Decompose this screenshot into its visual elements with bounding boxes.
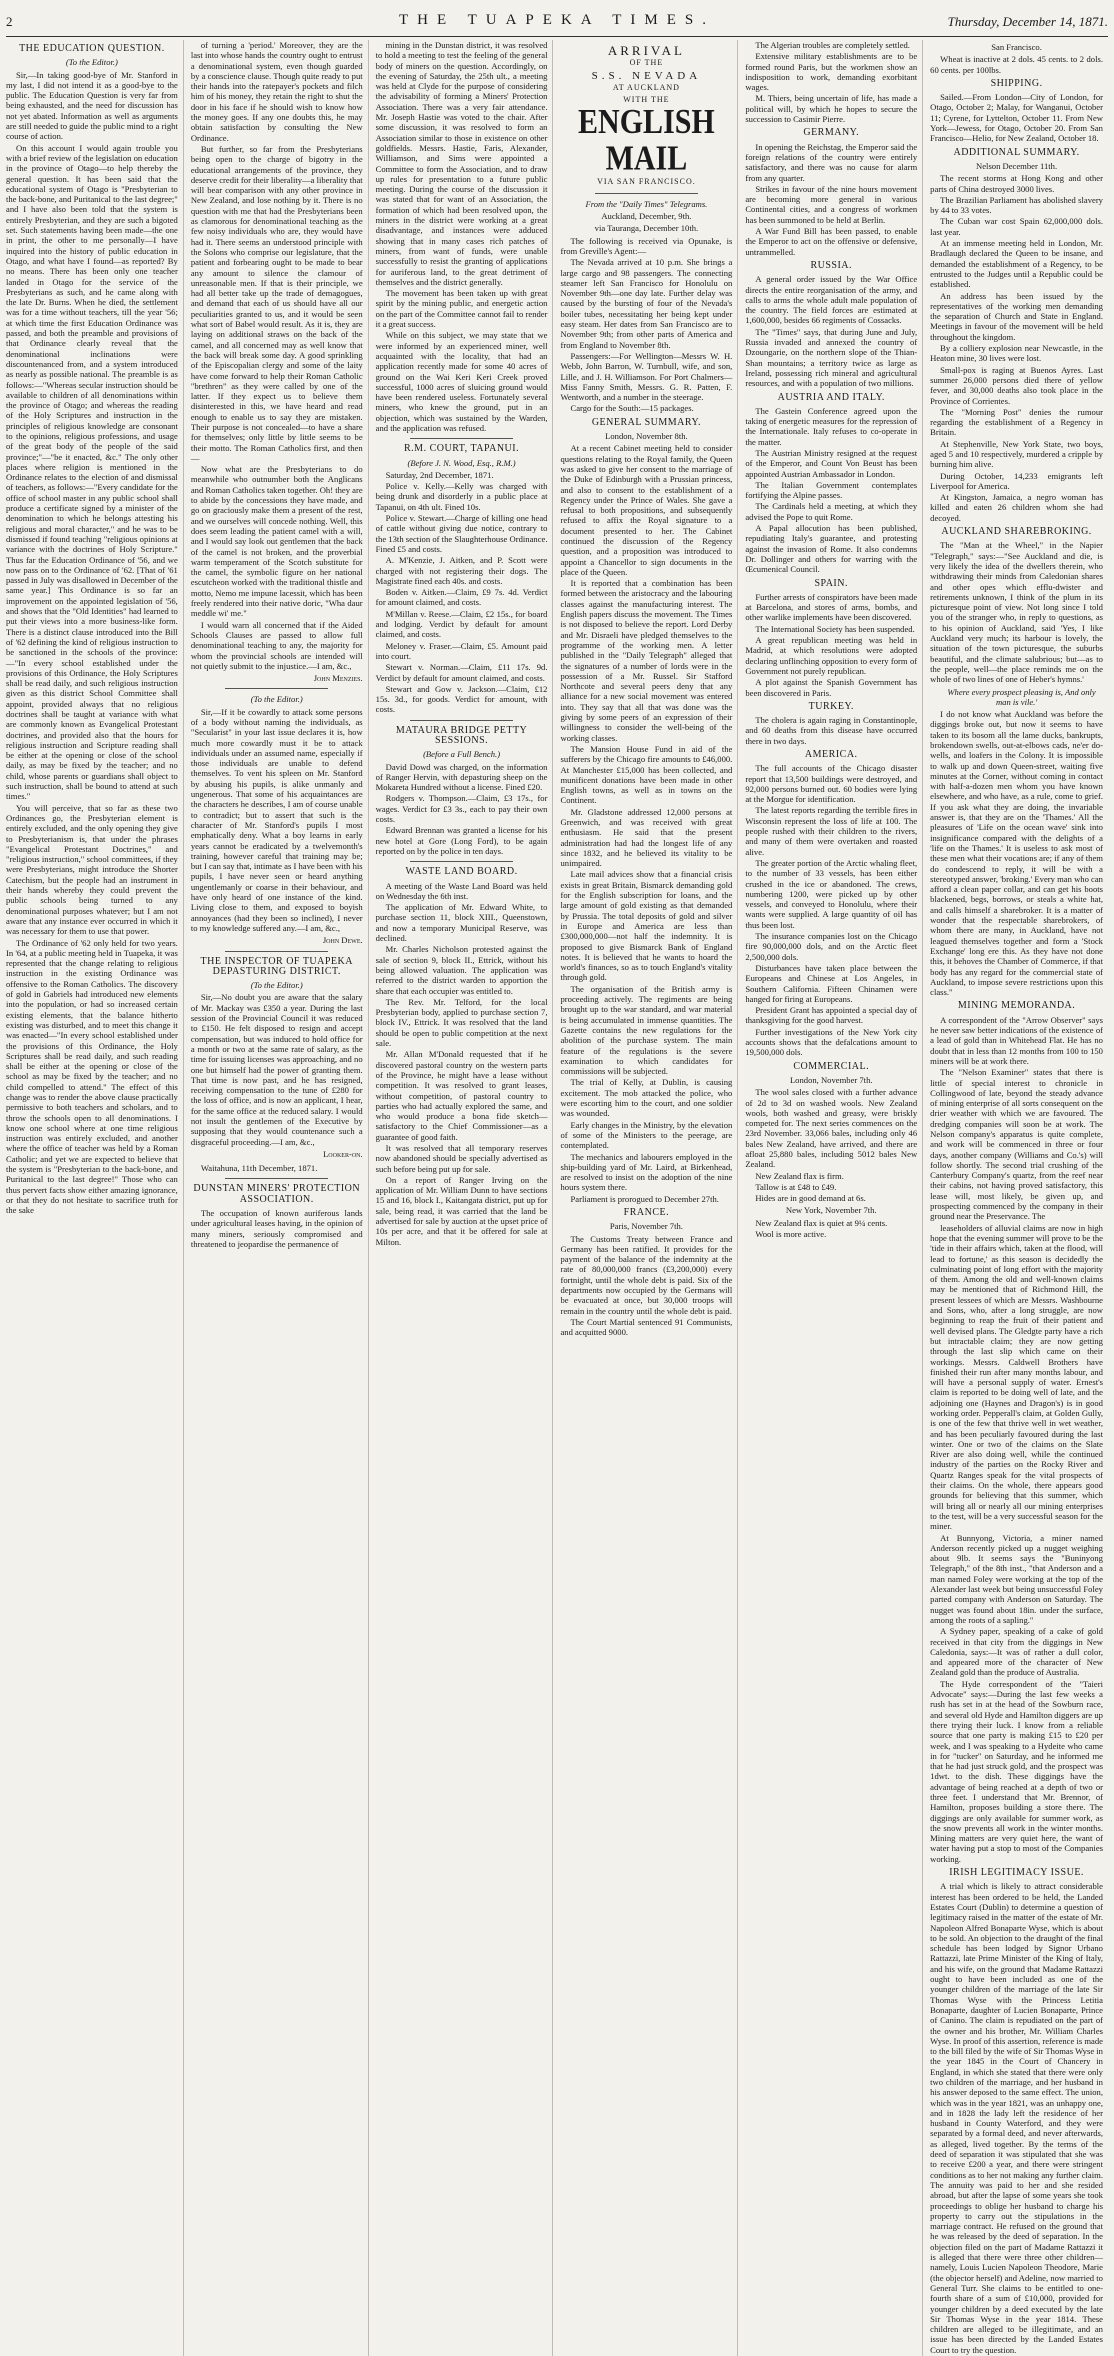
paragraph: The occupation of known auriferous lands under agricultural leases having, in the opinion of many miners, seriously compromised and threatened to jeopardise the permanence of: [190, 1208, 363, 1249]
divider: [225, 688, 328, 689]
paragraph: Stewart and Gow v. Jackson.—Claim, £12 15s. 3d., for goods. Verdict for amount, with costs.: [375, 683, 548, 715]
paragraph: The Mansion House Fund in aid of the sufferers by the Chicago fire amounts to £46,000. At Manchester £15,000 has been collected, and munificent donations have been made in other English towns, as well as in towns on the Continent.: [560, 743, 733, 806]
paragraph: The Hyde correspondent of the "Taieri Advocate" says:—During the last few weeks a rush has set in at the head of the Sowburn race, and several old Hyde and Hamilton diggers are up there trying their luck. I know from a reliable source that one party is making £15 to £20 per week, and I was speaking to a Hydeite who came in for "tucker" on Saturday, and he informed me that he had just struck gold, and the prospect was 1dwt. to the dish. These diggings have the advantage of being reached at a depth of two or three feet. I understand that Mr. Brennor, of Hamilton, proposes building a store there. The diggings are only available for summer work, as the snow prevents all work in the winter months. Mining matters are very quiet here, the want of water having put a stop to most of the Companies working.: [930, 1678, 1103, 1864]
paragraph: The wool sales closed with a further advance of 2d to 3d on washed wools. New Zealand wools, both washed and greasy, were briskly competed for. The next series commences on the 23rd November. 33,066 bales, including only 46 bales New Zealand, have arrived, and there are afloat 25,880 bales, including 5012 bales New Zealand.: [745, 1087, 918, 1170]
signature: John Dewe.: [322, 935, 363, 946]
article-heading: MINING MEMORANDA.: [957, 1000, 1076, 1012]
paragraph: mining in the Dunstan district, it was resolved to hold a meeting to test the feeling of the general body of miners on the question. Accordingly, on the evening of Saturday, the 25th ult., a meeting was held at Clyde for the purpose of considering the advisability of forming a Miners' Protection Association. There was a very fair attendance. Mr. Joseph Hastie was voted to the chair. After some discussion, it was resolved to form an Association similar to those in existence on other goldfields. Messrs. Hastie, Faris, Alexander, Williamson, and Sims were appointed a Committee to form the Association, and to draw up rules for presentation to a future public meeting. During the course of the discussion it was stated that for want of an Association, the formation of which had been resolved upon, the miners in the district were working at a great disadvantage, and instances were adduced showing that in many cases rich patches of miners, from want of funds, were unable successfully to resist the granting of applications for auriferous land, to the great detriment of themselves and the district generally.: [375, 40, 548, 287]
paragraph: The Cuban war cost Spain 62,000,000 dols. last year.: [930, 216, 1103, 237]
paragraph: A correspondent of the "Arrow Observer" says he never saw better indications of the existence of a lead of gold than in Whitehead Flat. He has no doubt that in less than 12 months from 100 to 150 miners will be at work there.: [930, 1014, 1103, 1066]
paragraph: While on this subject, we may state that we were informed by an experienced miner, well acquainted with the locality, that had an application recently made for some 40 acres of ground on the Wai Keri Keri Creek proved successful, 1000 acres of sluicing ground would have been rendered useless. Fortunately several miners, who knew the ground, put in an objection, which was sustained by the Warden, and the application was refused.: [375, 330, 548, 433]
paragraph: The full accounts of the Chicago disaster report that 13,500 buildings were destroyed, and 92,000 persons burned out. 60 bodies were lying at the Morgue for identification.: [745, 763, 918, 805]
article-heading: SPAIN.: [814, 577, 848, 589]
arrival-location: AT AUCKLAND: [612, 82, 680, 92]
paragraph: Tallow is at £48 to £49.: [755, 1181, 837, 1192]
source-line: From the "Daily Times" Telegrams.: [585, 198, 708, 209]
paragraph: On this account I would again trouble you with a brief review of the legislation on education in the province of Otago—to help thereby the general question. It has been said that the educational system of Otago is "Presbyterian to the back-bone, and Puritanical to the last degree;" and I have also been told that the system is entirely Presbyterian, and they are such a bigoted set. Such statements having been made—the one in print, the other to me personally—I have inquired into the history of public education in Otago, and what have I found—as reported? By no means. There has been only one teacher landed in Otago for the service of the Presbyterians as such, and he came along with the late Dr. Burns. When he died, the settlement was for a time without teachers, till the year '56; at which time the first Education Ordinance was passed, and both the preamble and provisions of that Ordinance clearly reveal that the denominational inclinations were discountenanced from, and a system introduced as nearly as possible national. The preamble is as follows:—"Whereas secular instruction should be available to children of all denominations within the province of Otago; and whereas the reading of the Holy Scriptures and instruction in the principles of religious knowledge are consonant to the opinions, religious professions, and usage of the great body of the people of the said province;"—"be it enacted, &c." The only other places where religion is mentioned in the Ordinance relates to the election of and dismissal of teachers, as follows:—"Every candidate for the office of school master in any public school shall produce a certificate signed by a minister of the denomination to which he belongs attesting his religious and moral character," and he was to be dismissed if found teaching "religious opinions at variance with the doctrines of Holy Scripture." Thus far the Education Ordinance of '56, and we now pass on to the Ordinance of '62. [That of '61 passed in July was disallowed in December of the same year.] This Ordinance is so far an improvement on the appointed legislation of '56, and shows that the "Old Identities" had learned to put their views into a more business-like form. There is a distinct clause introduced into the Bill of '62 defining the kind of religious instruction to be sanctioned in the schools of the province:—"In every school established under the provisions of this Ordinance, the Holy Scriptures shall be read daily, and such religious instruction given as this district School Committee shall appoint, provided always that no religious doctrines shall be taught at variance with what are commonly known as Evangelical Protestant doctrines, and provided also that the hours for religious instruction and Scripture reading shall be either at the opening or close of the school daily, as may be fixed by the teacher; and no child, whose parents or guardians shall object to such instruction, shall be bound to attend at such times.": [6, 142, 178, 802]
article-heading: COMMERCIAL.: [793, 1060, 870, 1072]
paragraph: Mr. Charles Nicholson protested against the sale of section 9, block II., Ettrick, without his being allowed valuation. The application was referred to the district warden to apportion the share that each occupier was entitled to.: [375, 944, 548, 996]
dateline: Auckland, December, 9th.: [601, 211, 692, 222]
issue-date: Thursday, December 14, 1871.: [947, 14, 1108, 29]
article-heading: FRANCE.: [623, 1206, 670, 1218]
paragraph: Now what are the Presbyterians to do meanwhile who outnumber both the Anglicans and Roman Catholics taken together. Oh! they are to abide by the concessions they have made, and go on graciously make them a present of the rest, and we ourselves will concede nothing. Well, this does seem leading the patient camel with a will, and I would say look out gentlemen that the back of the camel is not broken, and the proverbial warm temperament of the Scotch substitute for the camel, the symbolic figure on her national escutcheon worked with the traditional thistle and motto, Nemo me impune lacessit, which has been freely rendered into their native doric, "Wha daur meddle wi' me.": [190, 464, 363, 619]
paragraph: Sailed.—From London—City of London, for Otago, October 2; Malay, for Wanganui, October 11; Cyrene, for Lyttelton, October 11. From New York—Jewess, for Otago, October 20. From San Francisco—Helio, for New Zealand, October 18.: [930, 92, 1103, 144]
paragraph: Sir,—If it be cowardly to attack some persons of a body without naming the individuals, as "Secularist" in your last issue declares it is, how much more cowardly must it be to attack individuals under an assumed name, especially if those individuals are unable to defend themselves. To vent his spleen on Mr. Stanford by abusing his pupils, is alike unmanly and ungenerous. That some of his acquaintances are the characters he describes, I am of course unable to contradict; but to assert that such is the character of Mr. Stanford's pupils I most emphatically deny. What a boy learns in early years cannot be eradicated by a twelvemonth's training, however careful that training may be; but I can say that, intimate as I have been with his pupils, I have never seen or heard anything ungentlemanly or coarse in their behaviour, and have only heard of one instance of the kind. Living close to them, and exposed to boyish annoyances (had they been so inclined), I never to my knowledge suffered any.—I am, &c.,: [190, 706, 363, 933]
paragraph: The application of Mr. Edward White, to purchase section 11, block XIII., Queenstown, and now a temporary Municipal Reserve, was declined.: [375, 902, 548, 944]
paragraph: Stewart v. Norman.—Claim, £11 17s. 9d. Verdict by default for amount claimed, and costs.: [375, 662, 548, 683]
paragraph: I would warn all concerned that if the Aided Schools Clauses are passed to allow full denominational teaching to any, the majority for whom the provincial schools are intended will not quietly submit to the injustice.—I am, &c.,: [190, 619, 363, 671]
paragraph: On a report of Ranger Irving on the application of Mr. William Dunn to have sections 15 and 16, block I., Kaitangata district, put up for sale, being read, it was carried that the land be advertised for sale by auction at the upset price of 10s per acre, and that it be offered for sale at Milton.: [375, 1174, 548, 1247]
article-subheading: (Before J. N. Wood, Esq., R.M.): [407, 457, 516, 468]
article-heading: RUSSIA.: [810, 259, 853, 271]
divider: [225, 951, 328, 952]
paragraph: At a recent Cabinet meeting held to consider questions relating to the Royal family, the Queen was asked to give her consent to the marriage of the Duke of Edinburgh with a Prussian princess, and also to consent to the establishment of a Regency under the Prince of Wales. She gave a refusal to both propositions, and subsequently refused to affix the Royal signature to a document presented to her. The Cabinet continued the discussion of the Regency question, and a proposition was introduced to appoint a Chancellor to sign documents in the place of the Queen.: [560, 443, 733, 577]
paragraph: Edward Brennan was granted a license for his new hotel at Gore (Long Ford), to be again reported on by the police in ten days.: [375, 825, 548, 856]
dateline: San Francisco.: [991, 42, 1042, 52]
newspaper-title: THE TUAPEKA TIMES.: [398, 12, 716, 28]
article-subheading: (To the Editor.): [65, 57, 118, 68]
paragraph: Wool is more active.: [755, 1229, 827, 1240]
paragraph: A great republican meeting was held in Madrid, at which resolutions were adopted declaring unflinching opposition to every form of Government not purely republican.: [745, 635, 918, 676]
arrival-with: WITH THE: [623, 95, 670, 105]
paragraph: A general order issued by the War Office directs the entire reorganisation of the army, and calls to arms the whole adult male population of the country. The field forces are estimated at 1,600,000, besides 66 regiments of Cossacks.: [745, 274, 918, 326]
article-heading: GENERAL SUMMARY.: [591, 416, 701, 428]
paragraph: Police v. Kelly.—Kelly was charged with being drunk and disorderly in a public place at Tapanui, on 4th ult. Fined 10s.: [375, 481, 548, 512]
paragraph: New Zealand flax is quiet at 9¼ cents.: [755, 1217, 888, 1228]
paragraph: The trial of Kelly, at Dublin, is causing excitement. The mob attacked the police, who were escorting him to the court, and one soldier was wounded.: [560, 1077, 733, 1119]
paragraph: The recent storms at Hong Kong and other parts of China destroyed 3000 lives.: [930, 173, 1103, 194]
paragraph: The organisation of the British army is proceeding actively. The regiments are being brought up to the war standard, and war material is being accumulated in immense quantities. The Gazette contains the new regulations for the abolition of the purchase system. The main feature of the regulations is the severe examination to which candidates for commissions will be subjected.: [560, 983, 733, 1077]
paragraph: It is reported that a combination has been formed between the aristocracy and the labouring classes against the manufacturing interest. The English papers discuss the movement. The Times is not disposed to believe the report. Lord Derby and Mr. Disraeli have pledged themselves to the programme of the working men. A letter published in the "Daily Telegraph" alleged that the signatures of a number of lords were in the possession of a Mr. Russel. Sir Stafford Northcote and several peers deny that any alliance for a new social movement was entered into. They say that all that was done was the giving by some peers of an expression of their willingness to consider the well-being of the working classes.: [560, 578, 733, 743]
column-2: [191, 40, 369, 2356]
article-heading: IRISH LEGITIMACY ISSUE.: [949, 1867, 1084, 1879]
via-line: VIA SAN FRANCISCO.: [597, 177, 696, 187]
paragraph: Hides are in good demand at 6s.: [755, 1193, 866, 1204]
article-heading: AMERICA.: [804, 749, 858, 760]
paragraph: The Brazilian Parliament has abolished slavery by 44 to 33 votes.: [930, 194, 1103, 216]
paragraph: In opening the Reichstag, the Emperor said the foreign relations of the country were entirely satisfactory, and there was no cause for alarm from any quarter.: [745, 141, 918, 183]
paragraph: The mechanics and labourers employed in the ship-building yard of Mr. Laird, at Birkenhead, are resolved to insist on the adoption of the nine hours system there.: [560, 1151, 733, 1193]
paragraph: A Papal allocution has been published, repudiating Italy's guarantee, and protesting against the invasion of Rome. It also condemns Dr. Dollinger and others for warring with the Œcumenical Council.: [745, 523, 918, 575]
arrival-of-the: OF THE: [629, 58, 664, 68]
article-heading: TURKEY.: [808, 700, 854, 712]
paragraph: An address has been issued by the representatives of the working men demanding the separation of Church and State in England. Meetings in favour of the movement will be held throughout the kingdom.: [930, 290, 1103, 342]
paragraph: The Cardinals held a meeting, at which they advised the Pope to quit Rome.: [745, 501, 918, 522]
paragraph: Early changes in the Ministry, by the elevation of some of the Ministers to the peerage, are contemplated.: [560, 1119, 733, 1151]
paragraph: Rodgers v. Thompson.—Claim, £3 17s., for wages. Verdict for £3 3s., each to pay their own costs.: [375, 793, 548, 825]
column-6: [930, 40, 1108, 2356]
paragraph: During October, 14,233 emigrants left Liverpool for America.: [930, 470, 1103, 491]
paragraph: At an immense meeting held in London, Mr. Bradlaugh declared the Queen to be insane, and demanded the establishment of a Regency, to be entrusted to the Judges until a Republic could be established.: [930, 238, 1103, 290]
paragraph: Disturbances have taken place between the Europeans and Chinese at Los Angeles, in Southern California. Fifteen Chinamen were hanged for firing at Europeans.: [745, 962, 918, 1004]
verse: Where every prospect pleasing is, And only man is vile.': [947, 686, 1096, 707]
paragraph: Late mail advices show that a financial crisis exists in great Britain, Bismarck demanding gold for the English subscription for loans, and the large amount of gold existing as that demanded by Prussia. The total deposits of gold and silver in Europe and America are less than £300,000,000—not half the indemnity. It is proposed to give Bismarck Bank of England notes. It is believed that he wants to hoard the world's finances, so as to touch England's vitality through gold.: [560, 869, 733, 983]
paragraph: The "Morning Post" denies the rumour regarding the establishment of a Regency in Britain.: [930, 406, 1103, 438]
signature: John Menzies.: [313, 673, 363, 684]
article-heading: THE INSPECTOR OF TUAPEKA DEPASTURING DISTRICT.: [200, 955, 353, 977]
paragraph: The Italian Government contemplates fortifying the Alpine passes.: [745, 479, 918, 501]
paragraph: The "Times" says, that during June and July, Russia invaded and annexed the country of Dzoungarie, on the northern slope of the Thian-Shan mountains; a territory twice as large as Ireland, possessing rich mineral and agricultural resources, and with a population of two millions.: [745, 326, 918, 389]
paragraph: New Zealand flax is firm.: [755, 1170, 844, 1181]
article-heading: R.M. COURT, TAPANUI.: [404, 443, 520, 455]
columns: [6, 40, 1108, 2355]
paragraph: The Algerian troubles are completely settled.: [755, 40, 910, 50]
paragraph: A War Fund Bill has been passed, to enable the Emperor to act on the offensive or defensive, untrammelled.: [745, 226, 918, 257]
dateline: London, November 8th.: [605, 431, 688, 442]
dateline: Nelson December 11th.: [976, 160, 1058, 171]
divider: [410, 720, 513, 721]
divider: [225, 1178, 328, 1179]
divider: [410, 861, 513, 862]
paragraph: Police v. Stewart.—Charge of killing one head of cattle without giving due notice, contrary to the 13th section of the Slaughterhouse Ordinance. Fined £5 and costs.: [375, 513, 548, 554]
paragraph: But further, so far from the Presbyterians being open to the charge of bigotry in the educational arrangements of the province, they deserve credit for their liberality—a liberality that will bear comparison with any other province in New Zealand, and lose nothing by it. There is no question with me that had the Presbyterians been as clamorous for denominational teaching as the few noisy individuals who are, they would have had it. There seems an understood principle with the Solons who comprise our legislature, that the patient and forbearing ought to be made to bear any amount to silence the clamour of unreasonable men. If that is their principle, we had all better take up the trade of demagogues, and demand that each of us should have all our peculiarities granted to us, and it would be seen what sort of Babel would result. As it is, they are laying on additional straws on the back of the camel, and all concerned may as well know that the back will break some day. A good sprinkling of the Episcopalian clergy and some of the laity have come forward to help their Roman Catholic "brethren" as they were called by one of the latter. If they expect us to believe them disinterested in this, we have heard and read enough to enable us to say they are mistaken. Their purpose is not concealed—to have a share for themselves; only little by little seems to be their motto. The Roman Catholics first, and then—: [190, 143, 363, 463]
article-heading: AUCKLAND SHAREBROKING.: [941, 526, 1092, 538]
paragraph: By a colliery explosion near Newcastle, in the Heaton mine, 30 lives were lost.: [930, 343, 1103, 364]
column-1: [6, 40, 184, 2356]
paragraph: The greater portion of the Arctic whaling fleet, to the number of 33 vessels, has been either crushed in the ice or abandoned. The crews, numbering 1200, were picked up by other vessels, and conveyed to Honolulu, where their wants were supplied. A large quantity of oil has thus been lost.: [745, 857, 918, 930]
paragraph: Sir,—No doubt you are aware that the salary of Mr. Mackay was £350 a year. During the last session of the Provincial Council it was reduced to £150. He felt disposed to resign and accept compensation, but was induced to hold office for a month or two at the same rate of salary, as the time for issuing licenses was approaching, and no one but himself had the power of granting them. That time is now past, and he has resigned, receiving compensation to the tune of £280 for the loss of office, and is now an applicant, I hear, for the same office at the reduced salary. I would not insult the gentlemen of the Executive by supposing that they would countenance such a disgraceful proceeding.—I am, &c.,: [190, 992, 363, 1147]
paragraph: The latest reports regarding the terrible fires in Wisconsin represent the loss of life at 100. The people rushed with their children to the rivers, and many of them were overtaken and roasted alive.: [745, 805, 918, 857]
article-heading: ADDITIONAL SUMMARY.: [953, 146, 1080, 158]
paragraph: The International Society has been suspended.: [755, 623, 915, 634]
dateline: Paris, November 7th.: [609, 1221, 683, 1232]
paragraph: Parliament is prorogued to December 27th.: [570, 1193, 719, 1204]
paragraph: At Kingston, Jamaica, a negro woman has killed and eaten 26 children whom she had decoyed.: [930, 492, 1103, 523]
paragraph: The Ordinance of '62 only held for two years. In '64, at a public meeting held in Tuapeka, it was represented that the change relating to religious instruction in the existing Ordinance was offensive to the Roman Catholics. The discovery of gold in Gabriels had introduced new elements into the population, or had so increased certain existing elements, that the balance hitherto existing was disturbed, and to meet this change it was enacted—"In every school established under the provisions of this Ordinance, the Holy Scriptures shall be read daily, and such reading shall be either at the opening or close of the school as may be fixed by the teacher; and no child compelled to attend." The effect of this change was to render the above clause practically permissive to both teachers and scholars, and to throw the schools open to all denominations. I know one school where at one time religious instruction was entirely excluded, and another where the office of teacher was held by a Roman Catholic; and yet we are expected to believe that the system is "Presbyterian to the back-bone, and Puritanical to the last degree!" Those who can thus pervert facts show either amazing ignorance, or that they do not hesitate to sacrifice truth for the sake: [6, 937, 178, 1216]
paragraph: of turning a 'period.' Moreover, they are the last into whose hands the country ought to entrust a denominational system, even though guarded by a conscience clause. Though quite ready to put their hands into the ratepayer's pockets and filch him of his money, they retain the right to shut the door in his face if he should wish to know how the money goes. If any one doubts this, he may obtain satisfaction by consulting the New Ordinance.: [190, 40, 363, 143]
dateline: London, November 7th.: [789, 1074, 873, 1085]
column-4: [560, 40, 738, 2356]
paragraph: You will perceive, that so far as these two Ordinances go, the Presbyterian element is entirely excluded, and the only opening they give to Presbyterianism is, that under the phrases "Evangelical Protestant Doctrines," and "religious instruction," school committees, if they were Presbyterians, might introduce the Shorter Catechism, but the people had an instrument in their hands whereby they could prevent the public schools being turned to any denominational purposes whatever; but I am not aware that any instance ever occurred in which it was necessary for them to use that power.: [6, 802, 178, 937]
paragraph: At Bunnyong, Victoria, a miner named Anderson recently picked up a nugget weighing about 9lb. It seems says the "Buninyong Telegraph," of the 8th inst., "that Anderson and a man named Foley were working at the top of the Alexander last week but being unsuccessful Foley parted company with Anderson on Saturday. The nugget was found about 18in. under the surface, among the roots of a sapling.": [930, 1532, 1103, 1625]
paragraph: Saturday, 2nd December, 1871.: [385, 469, 494, 480]
paragraph: A meeting of the Waste Land Board was held on Wednesday the 6th inst.: [375, 880, 548, 901]
paragraph: Small-pox is raging at Buenos Ayres. Last summer 26,000 persons died there of yellow fever, and 30,000 deaths also took place in the Province of Corrientes.: [930, 364, 1103, 406]
paragraph: The "Man at the Wheel," in the Napier "Telegraph," says:—"See Auckland and die, is very likely the idea of the dwellers therein, who withdrawing their minds from Caledonian shares and other opes which efflu-dwister and retirements unknown, I think of the plum in its picturesque point of view. Not long since I told you of the stranger who, in reply to questions, as to his opinion of Auckland, said 'Yes, I like Auckland very much; its harbour is lovely, the situation of the town picturesque, the suburbs beautiful, and the climate salubrious; but—as to the people, well—the place reminds me on the whole of two lines of one of Heber's hymns.': [930, 540, 1103, 685]
paragraph: The Rev. Mr. Telford, for the local Presbyterian body, applied to purchase section 7, block IV., Ettrick. It was resolved that the land should be open to public competition at the next sale.: [375, 996, 548, 1049]
paragraph: M. Thiers, being uncertain of life, has made a political will, by which he hopes to secure the succession to Casimir Pierre.: [745, 93, 918, 125]
paragraph: Meloney v. Fraser.—Claim, £5. Amount paid into court.: [375, 640, 548, 661]
paragraph: The cholera is again raging in Constantinople, and 60 deaths from this disease have occurred there in two days.: [745, 715, 918, 746]
dateline: via Tauranga, December 10th.: [594, 223, 699, 234]
paragraph: The Nevada arrived at 10 p.m. She brings a large cargo and 98 passengers. The connecting steamer left San Francisco for Honolulu on November 9th—one day late. Further delay was caused by the bursting of four of the Nevada's boiler tubes, necessitating her being kept under easy steam. Her dates from San Francisco are to November 9th; from other parts of America and from England to November 8th.: [560, 257, 733, 350]
paragraph: Boden v. Aitken.—Claim, £9 7s. 4d. Verdict for amount claimed, and costs.: [375, 587, 548, 608]
paragraph: leaseholders of alluvial claims are now in high hope that the evening summer will prove to be the 'tide in their affairs which, taken at the flood, will lead to fortune,' as this season is decidedly the culminating point of long effort with the majority of them. Among the old and well-known claims may be mentioned that of Richmond Hill, the present lessees of which are Messrs. Washbourne and Sons, who, after a long struggle, are now beginning to reap the fruit of their patient and well devised plans. The Gledgte party have a rich but intractable claim; they are now getting through the last slip which came on their workings. Messrs. Caldwell Brothers have finished their run after many months labour, and will have a personal supply of water. Ernest's claim is reported to be doing well of late, and the adjoining one (Haynes and Dragon's) is in good working order. Pepperall's claim, at Golden Gully, is one of the few that thrive well in wet weather, and has been peculiarly favoured during the last winter. One or two of the claims on the Slate River are also doing well, while the continued industry of the parties on the Rocky River and Quartz Ranges speak for the vital prospects of their claims. On the whole, there appears good grounds for believing that this summer, which will bring all or nearly all our mining enterprises to the test, will be a very successful season for the miner.: [930, 1222, 1103, 1532]
paragraph: Strikes in favour of the nine hours movement are becoming more general in various Continental cities, and a congress of workmen has been summoned to be held at Berlin.: [745, 183, 918, 225]
article-heading: SHIPPING.: [990, 77, 1043, 89]
paragraph: It was resolved that all temporary reserves now abandoned should be specially advertised as such before being put up for sale.: [375, 1142, 548, 1174]
paragraph: President Grant has appointed a special day of thanksgiving for the good harvest.: [745, 1005, 918, 1026]
english-mail-heading: ENGLISH MAIL: [578, 103, 715, 179]
paragraph: Further arrests of conspirators have been made at Barcelona, and stores of arms, bombs, and other warlike implements have been discovered.: [745, 591, 918, 623]
column-3: [376, 40, 554, 2356]
paragraph: Sir,—In taking good-bye of Mr. Stanford in my last, I did not intend it as a good-bye to the public. The Education Question is very far from being exhausted, and the need for discussion has not yet abated. Information as well as arguments are still needed to guide the public mind to a right course of action.: [6, 69, 178, 142]
arrival-heading: ARRIVAL: [607, 43, 685, 58]
article-heading: AUSTRIA AND ITALY.: [777, 391, 885, 403]
article-heading: DUNSTAN MINERS' PROTECTION ASSOCIATION.: [193, 1183, 361, 1205]
paragraph: Extensive military establishments are to be formed round Paris, but the workmen show an indisposition to work, demanding exorbitant wages.: [745, 51, 918, 93]
paragraph: The Customs Treaty between France and Germany has been ratified. It provides for the payment of the balance of the indemnity at the rate of 80,000,000 francs (£3,200,000) every fortnight, until the whole debt is paid. Six of the departments now occupied by the Germans will be evacuated at once, but 30,000 troops will remain in the country until the whole debt is paid.: [560, 1233, 733, 1316]
masthead: [6, 6, 1108, 37]
paragraph: M'Millan v. Reese.—Claim, £2 15s., for board and lodging. Verdict by default for amount claimed, and costs.: [375, 608, 548, 640]
paragraph: Cargo for the South:—15 packages.: [570, 403, 694, 414]
article-heading: GERMANY.: [803, 127, 860, 139]
page-number: 2: [6, 14, 13, 29]
divider: [595, 193, 698, 194]
column-5: [745, 40, 923, 2356]
divider: [410, 438, 513, 439]
paragraph: Mr. Gladstone addressed 12,000 persons at Greenwich, and was received with great enthusiasm. He said that the present administration had had the longest life of any since 1832, and he believed its vitality to be unimpaired.: [560, 806, 733, 869]
paragraph: The Gastein Conference agreed upon the taking of energetic measures for the repression of the Internationale. Italy refuses to co-operate in the matter.: [745, 405, 918, 447]
paragraph: Wheat is inactive at 2 dols. 45 cents. to 2 dols. 60 cents. per 100lbs.: [930, 54, 1103, 75]
article-heading: MATAURA BRIDGE PETTY SESSIONS.: [395, 724, 528, 746]
paragraph: The following is received via Opunake, is from Greville's Agent:—: [560, 235, 733, 256]
paragraph: A. M'Kenzie, J. Aitken, and P. Scott were charged with not registering their dogs. The Magistrate fined each 40s. and costs.: [375, 555, 548, 586]
article-heading: WASTE LAND BOARD.: [405, 866, 518, 878]
paragraph: I do not know what Auckland was before the diggings broke out, but now it seems to have taken to its bosom all the lame ducks, bankrupts, brokendown swells, out-at-elbows cads, ne'er do-wells, and loafers in the Colony. It is impossible to walk up and down Queen-street, waiting five minutes at the Corner, without coming in contact with half-a-dozen men whom you have known elsewhere, and who have, as a rule, come to grief. If you ask what they are doing, the invariable answer is, that they are on the 'Thames.' All the pleasures of 'Life on the ocean wave' sink into insignificance compared with the delights of a 'life on the Thames.' It is useless to ask most of these men what their vocations are; if any of them do condescend to reply, it will be with a stereotyped answer, 'broking.' Every man who can afford a clean paper collar, and can get his boots blackened, begs, borrows, or steals a white hat, and calls himself a sharebroker. It is a matter of wonder that the respectable sharebrokers, of whom there are many, in Auckland, have not leagued themselves together and form a 'Stock Exchange' long ere this. As they have not done this, it behoves the Chamber of Commerce, if that body has any regard for the commercial state of Auckland, to impose severe restrictions upon this class.": [930, 709, 1103, 998]
place-date: Waitahuna, 11th December, 1871.: [200, 1163, 318, 1174]
article-heading: THE EDUCATION QUESTION.: [19, 43, 165, 54]
paragraph: A Sydney paper, speaking of a cake of gold received in that city from the diggings in New Caledonia, says:—It was of rather a dull color, and appeared more of the character of New Zealand gold than the produce of Australia.: [930, 1626, 1103, 1678]
paragraph: Passengers:—For Wellington—Messrs W. H. Webb, John Barron, W. Turnbull, wife, and son, Lille, and J. H. Williamson. For Port Chalmers—Miss Fanny Smith, Messrs. G. R. Patten, F. Wentworth, and a number in the steerage.: [560, 350, 733, 403]
paragraph: Mr. Allan M'Donald requested that if he discovered pastoral country on the western parts of the Province, he might have a lease without competition. It was resolved to grant leases, without competition, of pastoral country to parties who had actually explored the same, and who would produce a bona fide sketch—satisfactory to the Chief Commissioner—as a guarantee of good faith.: [375, 1049, 548, 1142]
paragraph: The Court Martial sentenced 91 Communists, and acquitted 9000.: [560, 1316, 733, 1338]
paragraph: The "Nelson Examiner" states that there is little of special interest to chronicle in Collingwood of late, beyond the steady advance of mining enterprise of all sorts consequent on the drier weather with which we are favoured. The dredging companies will soon be at work. The Nelson company's apparatus is quite complete, and work will be commenced in three or four days, another company (Williams and Co.'s) will follow shortly. The second trial crushing of the Canterbury Company's quartz, from the reef near their cabins, not having proved satisfactory, this lease will, most likely, be given up, and prospecting commenced by the company in their ground near the Preservance. The: [930, 1067, 1103, 1222]
paragraph: David Dowd was charged, on the information of Ranger Hervin, with depasturing sheep on the Mokareta Hundred without a license. Fined £20.: [375, 761, 548, 793]
paragraph: The Austrian Ministry resigned at the request of the Emperor, and Count Von Beust has been appointed Austrian Ambassador in London.: [745, 447, 918, 479]
article-subheading: (To the Editor.): [250, 694, 303, 705]
article-subheading: (To the Editor.): [250, 980, 303, 991]
paragraph: The movement has been taken up with great spirit by the mining public, and energetic action on the part of the Committee cannot fail to render it a great success.: [375, 288, 548, 330]
dateline: New York, November 7th.: [785, 1205, 877, 1216]
paragraph: A trial which is likely to attract considerable interest has been ordered to be held, the Landed Estates Court (Dublin) to determine a question of legitimacy raised in the matter of the estate of Mr. Napoleon Alfred Bonaparte Wyse, which is about to be sold. An objection to the draught of the final schedule has been lodged by Signor Urbano Rattazzi, late Prime Minister of the King of Italy, and his wife, on the ground that Madame Rattazzi ought to have been included as one of the younger children of the marriage of the late Sir Thomas Wyse with the Princess Letitia Bonaparte, daughter of Lucien Bonaparte, Prince of Canino. The claim is repudiated on the part of the owner and his brother, Mr. William Charles Wyse. In proof of this assertion, reference is made to the bill filed by the wife of Sir Thomas Wyse in the year 1845 in the Court of Chancery in England, in which she stated that there were only two children of the marriage, and her husband in his answer deposed to the same effect. The union, which was in the year 1821, was an unhappy one, and in 1828 the lady left the residence of her husband in County Waterford, and they were separated by a formal deed, and never afterwards, as alleged, lived together. By the terms of the deed of separation it was stipulated that she was to receive £200 a year, and there were stringent conditions as to her not making any further claim. The annuity was paid to her and she resided abroad, but after the lapse of some years she took proceedings to oblige her husband to charge his property to carry out the stipulations in the marriage contract. He refused on the ground that he was released by the deed of separation. In the objection filed on the part of Madame Rattazzi it is alleged that there were three other children—namely, Louis Lucien Napoleon Theodore, Marie (the objector herself) and Adeline, now married to General Turr. She claims to be entitled to one-fourth share of a sum of £10,000, provided for younger children by a deed executed by the late Sir Thomas Wyse in the year 1814. These children are alleged to be illegitimate, and an issue has been directed by the Landed Estates Court to try the question.: [930, 1881, 1103, 2355]
paragraph: The insurance companies lost on the Chicago fire 90,000,000 dols, and on the Arctic fleet 2,500,000 dols.: [745, 931, 918, 962]
paragraph: A plot against the Spanish Government has been discovered in Paris.: [745, 677, 918, 698]
signature: Looker-on.: [323, 1148, 363, 1159]
paragraph: Further investigations of the New York city accounts shows that the defalcations amount to 19,500,000 dols.: [745, 1026, 918, 1058]
ship-name: S.S. NEVADA: [591, 69, 702, 82]
paragraph: At Stephenville, New York State, two boys, aged 5 and 10 respectively, murdered a cripple by burning him alive.: [930, 438, 1103, 470]
article-subheading: (Before a Full Bench.): [423, 749, 501, 760]
